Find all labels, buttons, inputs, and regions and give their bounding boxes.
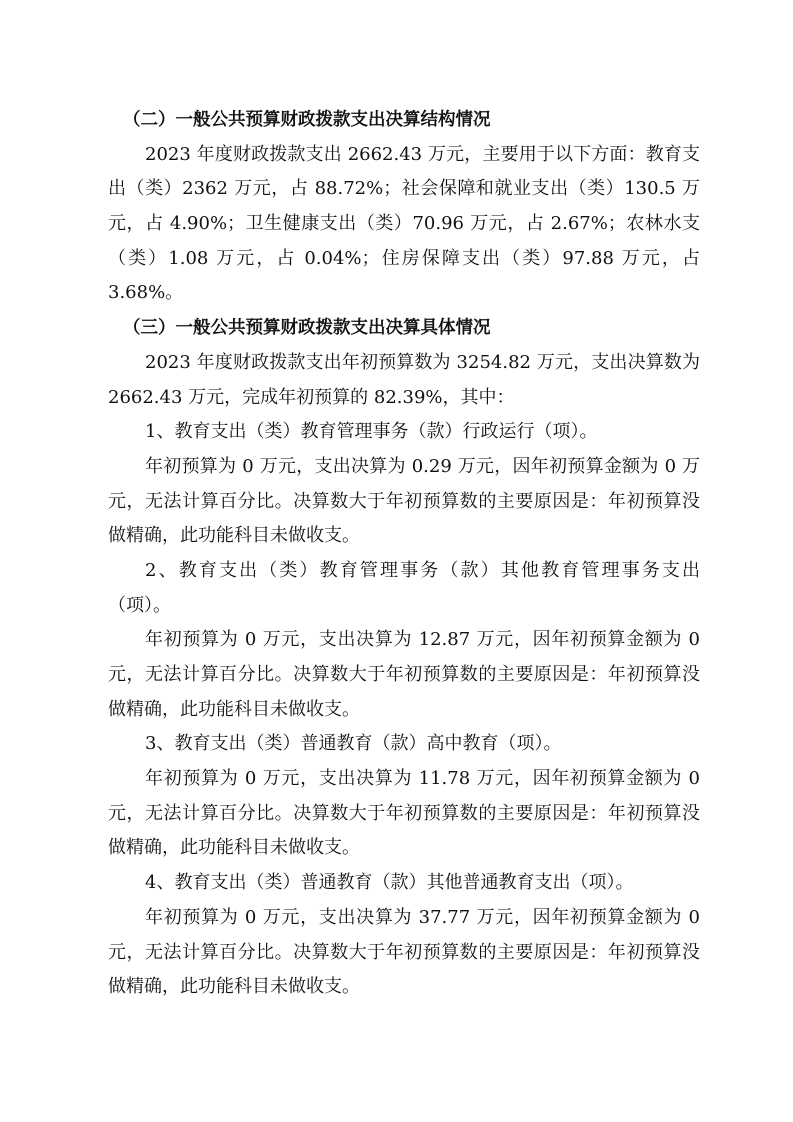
paragraph-line: 元，无法计算百分比。决算数大于年初预算数的主要原因是：年初预算没	[108, 490, 700, 512]
paragraph-line: 元，无法计算百分比。决算数大于年初预算数的主要原因是：年初预算没	[108, 664, 700, 685]
paragraph-line: （类）1.08 万元，占 0.04%；住房保障支出（类）97.88 万元，占	[108, 247, 700, 269]
paragraph-line: 元，占 4.90%；卫生健康支出（类）70.96 万元，占 2.67%；农林水支	[108, 213, 700, 235]
paragraph-line: 3.68%。	[108, 282, 184, 304]
paragraph-line: 2023 年度财政拨款支出年初预算数为 3254.82 万元，支出决算数为	[145, 351, 700, 373]
paragraph-line: 做精确，此功能科目未做收支。	[108, 525, 360, 547]
paragraph-line: （项）。	[108, 594, 171, 616]
paragraph-line: 年初预算为 0 万元，支出决算为 11.78 万元，因年初预算金额为 0	[145, 768, 700, 790]
paragraph-line: 4、教育支出（类）普通教育（款）其他普通教育支出（项）。	[145, 872, 634, 894]
paragraph-line: 做精确，此功能科目未做收支。	[108, 837, 360, 859]
paragraph-line: 年初预算为 0 万元，支出决算为 0.29 万元，因年初预算金额为 0 万	[145, 455, 700, 477]
paragraph-line: 元，无法计算百分比。决算数大于年初预算数的主要原因是：年初预算没	[108, 802, 700, 824]
paragraph-line: 2023 年度财政拨款支出 2662.43 万元，主要用于以下方面：教育支	[145, 143, 700, 165]
paragraph-line: 年初预算为 0 万元，支出决算为 37.77 万元，因年初预算金额为 0	[145, 906, 700, 928]
paragraph-line: 做精确，此功能科目未做收支。	[108, 698, 360, 720]
paragraph-line: 年初预算为 0 万元，支出决算为 12.87 万元，因年初预算金额为 0	[145, 629, 700, 651]
paragraph-line: 元，无法计算百分比。决算数大于年初预算数的主要原因是：年初预算没	[108, 941, 700, 963]
paragraph-line: 1、教育支出（类）教育管理事务（款）行政运行（项）。	[145, 421, 598, 443]
document-body	[108, 103, 700, 1005]
paragraph-line: 做精确，此功能科目未做收支。	[108, 976, 360, 998]
paragraph-line: 2、教育支出（类）教育管理事务（款）其他教育管理事务支出	[145, 559, 700, 581]
section-heading: （二）一般公共预算财政拨款支出决算结构情况	[123, 110, 491, 130]
paragraph-line: 3、教育支出（类）普通教育（款）高中教育（项）。	[145, 733, 562, 755]
paragraph-line: 出（类）2362 万元，占 88.72%；社会保障和就业支出（类）130.5 万	[108, 178, 700, 200]
section-heading: （三）一般公共预算财政拨款支出决算具体情况	[123, 318, 491, 339]
paragraph-line: 2662.43 万元，完成年初预算的 82.39%，其中：	[108, 386, 515, 408]
